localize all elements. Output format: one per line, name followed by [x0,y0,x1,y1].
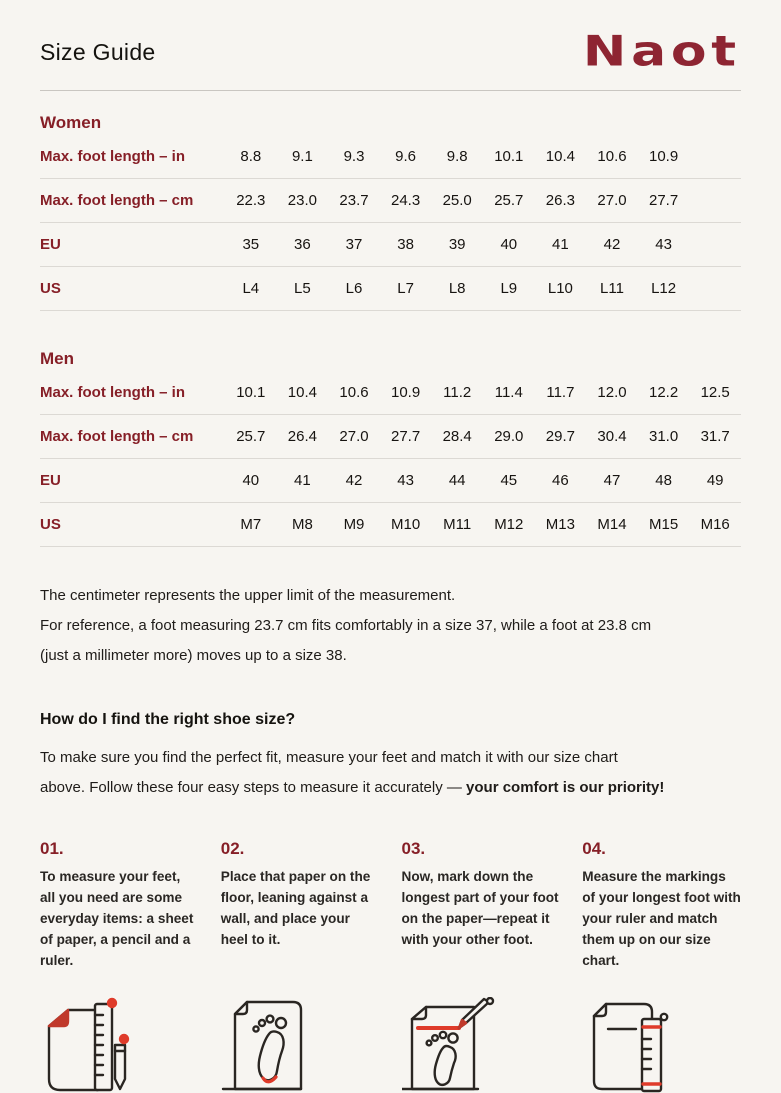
size-cell: 30.4 [597,428,627,445]
size-cell: M8 [291,516,313,533]
step-number: 03. [401,839,426,858]
size-cell: L10 [547,280,573,297]
size-cell: M16 [700,516,730,533]
step-number: 02. [220,839,245,858]
size-cell: 49 [706,472,724,489]
size-cell: 12.2 [648,384,679,401]
size-cell: 40 [500,236,518,253]
row-label: EU [40,236,61,253]
size-cell: M9 [343,516,365,533]
size-cell: 27.0 [339,428,369,445]
size-cell: 37 [345,236,363,253]
size-cell: 43 [397,472,414,489]
size-cell: 38 [397,236,414,253]
size-cell: M12 [494,516,524,533]
table-row [40,459,741,503]
size-cell: 35 [242,236,260,253]
size-cell: 27.7 [648,192,679,209]
size-cell: L5 [294,280,311,297]
table-row [40,371,741,415]
size-cell: 31.0 [648,428,679,445]
size-cell: 43 [655,236,672,253]
size-cell: 31.7 [700,428,730,445]
size-cell: M10 [391,516,421,533]
women-size-table [40,135,741,311]
size-cell: L8 [448,280,466,297]
paper-footprint-wall-icon [221,997,380,1093]
size-cell: 47 [603,472,621,489]
size-cell: 10.1 [236,384,266,401]
size-cell: 10.9 [390,384,421,401]
size-cell: 11.7 [546,384,575,401]
size-cell: 10.4 [545,148,575,165]
size-cell: 48 [655,472,672,489]
step-text: Place that paper on the floor, leaning against a wall, and place your heel to it. [220,869,371,947]
row-label: US [40,280,61,297]
men-section-heading: Men [40,349,74,368]
size-cell: 42 [603,236,621,253]
howto-line-regular: above. Follow these four easy steps to measure it accurately — [40,779,467,796]
size-cell: 8.8 [240,148,262,165]
row-label: Max. foot length – cm [40,428,194,445]
row-label: EU [40,472,61,489]
size-cell: 25.7 [236,428,266,445]
howto-line: To make sure you find the perfect fit, measure your feet and match it with our size chart [40,749,618,766]
step-3 [402,839,561,971]
paper-ruler-pencil-icon [40,997,199,1093]
size-cell: 41 [552,236,569,253]
size-cell: M15 [649,516,679,533]
naot-logo: Naot [583,27,741,76]
size-cell: L7 [397,280,414,297]
howto-heading: How do I find the right shoe size? [40,711,296,728]
howto-line-bold: your comfort is our priority! [466,779,665,796]
step-icons [40,997,741,1093]
step-4 [582,839,741,971]
size-cell: 9.3 [343,148,365,165]
table-row [40,223,741,267]
size-cell: 23.0 [287,192,317,209]
size-cell: 24.3 [390,192,421,209]
step-text: Measure the markings of your longest foot with your ruler and match them up on our size chart. [582,869,741,968]
size-cell: 44 [448,472,466,489]
size-cell: 11.2 [443,384,472,401]
step-2 [221,839,380,971]
header [40,0,741,91]
size-cell: L4 [242,280,260,297]
size-cell: 28.4 [442,428,472,445]
measurement-notes [40,581,741,671]
size-cell: 9.6 [395,148,417,165]
size-cell: 22.3 [236,192,266,209]
size-cell: 25.7 [494,192,524,209]
size-cell: 39 [448,236,466,253]
size-cell: 41 [294,472,311,489]
size-cell: 36 [294,236,311,253]
row-label: Max. foot length – in [40,148,185,165]
row-label: US [40,516,61,533]
table-row [40,135,741,179]
size-cell: 46 [552,472,569,489]
size-cell: 10.9 [648,148,679,165]
footprint-marking-pencil-icon [402,997,561,1093]
size-cell: L6 [345,280,363,297]
note-line: The centimeter represents the upper limit of the measurement. [40,587,456,604]
howto-line [40,773,741,803]
paper-ruler-measure-icon [582,997,741,1093]
size-cell: M7 [240,516,262,533]
size-cell: 45 [500,472,518,489]
size-cell: 10.4 [287,384,317,401]
table-row [40,179,741,223]
size-cell: 26.4 [287,428,317,445]
table-row [40,415,741,459]
women-section-heading: Women [40,113,102,132]
men-size-table [40,371,741,547]
size-cell: 42 [345,472,363,489]
row-label: Max. foot length – cm [40,192,194,209]
page-title: Size Guide [40,38,156,65]
size-cell: 11.4 [494,384,523,401]
size-cell: 12.0 [597,384,627,401]
size-cell: M14 [597,516,627,533]
table-row [40,503,741,547]
step-number: 01. [40,839,64,858]
size-cell: M11 [443,516,472,533]
size-cell: 9.8 [446,148,468,165]
size-cell: 29.7 [545,428,575,445]
size-cell: 10.1 [494,148,524,165]
step-text: Now, mark down the longest part of your foot on the paper—repeat it with your other foot. [401,869,559,947]
step-1 [40,839,199,971]
size-cell: 9.1 [291,148,313,165]
howto-body [40,743,741,803]
size-cell: L12 [651,280,677,297]
note-line: For reference, a foot measuring 23.7 cm fits comfortably in a size 37, while a foot at 23.8 cm [40,617,652,634]
size-cell: 27.7 [390,428,421,445]
size-cell: 12.5 [700,384,730,401]
size-cell: M13 [545,516,575,533]
note-line: (just a millimeter more) moves up to a size 38. [40,647,347,664]
table-row [40,267,741,311]
size-cell: 27.0 [597,192,627,209]
size-cell: 26.3 [545,192,575,209]
size-cell: L9 [500,280,518,297]
size-cell: 25.0 [442,192,472,209]
size-cell: 23.7 [339,192,369,209]
row-label: Max. foot length – in [40,384,185,401]
size-cell: 10.6 [339,384,369,401]
size-cell: 10.6 [597,148,627,165]
size-cell: L11 [600,280,624,297]
measurement-steps [40,839,741,971]
size-cell: 29.0 [494,428,524,445]
step-number: 04. [582,839,606,858]
size-cell: 40 [242,472,260,489]
step-text: To measure your feet, all you need are some everyday items: a sheet of paper, a pencil and a ruler. [40,869,194,968]
